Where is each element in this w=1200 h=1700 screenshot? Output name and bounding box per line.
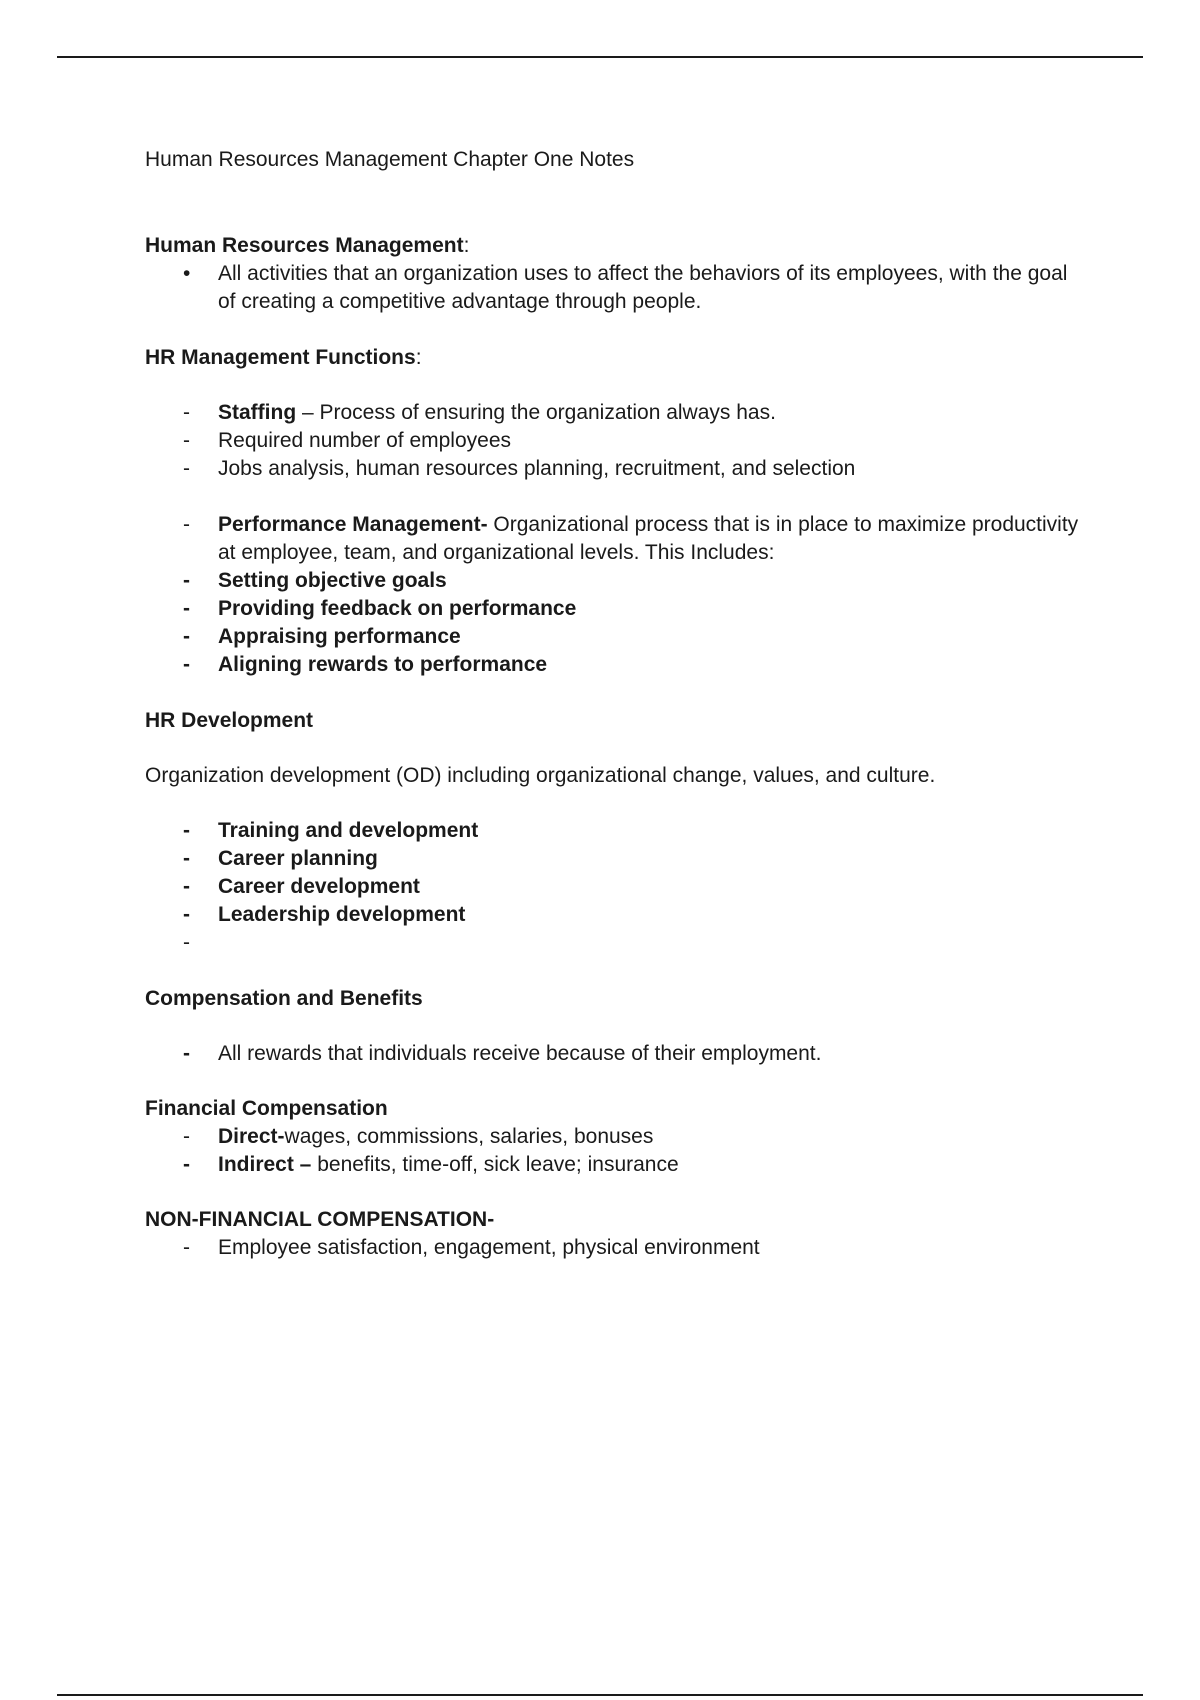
development-list — [145, 817, 1085, 957]
bullet-marker: • — [183, 262, 191, 285]
list-item — [145, 1234, 1085, 1262]
compensation-list — [145, 1040, 1085, 1068]
staffing-text: – Process of ensuring the organization always has. — [296, 401, 776, 424]
development-item: Career planning — [218, 847, 378, 870]
heading-financial: Financial Compensation — [145, 1097, 388, 1120]
dash-marker: - — [183, 457, 190, 480]
performance-label: Performance Management- — [218, 513, 488, 536]
nonfinancial-item: Employee satisfaction, engagement, physical environment — [218, 1236, 760, 1259]
list-item — [145, 260, 1085, 316]
hrm-definition: All activities that an organization uses to affect the behaviors of its employees, with the goal of creating a competitive advantage through people. — [218, 262, 1068, 313]
compensation-item: All rewards that individuals receive because of their employment. — [218, 1042, 822, 1065]
list-item — [145, 845, 1085, 873]
performance-text: Organizational process that is in place to maximize productivity at employee, team, and organizational levels. This Includes: — [218, 513, 1079, 564]
dash-marker: - — [183, 847, 190, 870]
direct-label: Direct- — [218, 1125, 285, 1148]
performance-item: Aligning rewards to performance — [218, 653, 548, 676]
dash-marker: - — [183, 653, 190, 676]
list-item — [145, 651, 1085, 679]
list-item — [145, 901, 1085, 929]
dash-marker: - — [183, 1125, 190, 1148]
heading-hrm-text: Human Resources Management — [145, 234, 464, 257]
list-item — [145, 455, 1085, 483]
list-item — [145, 1040, 1085, 1068]
development-item: Training and development — [218, 819, 479, 842]
dash-marker: - — [183, 625, 190, 648]
staffing-list — [145, 399, 1085, 483]
heading-development: HR Development — [145, 709, 314, 732]
financial-list — [145, 1123, 1085, 1179]
direct-text: wages, commissions, salaries, bonuses — [284, 1125, 654, 1148]
nonfinancial-list — [145, 1234, 1085, 1262]
document-body — [145, 146, 1085, 1262]
list-item-empty — [145, 929, 1085, 957]
dash-marker: - — [183, 597, 190, 620]
heading-nonfinancial: NON-FINANCIAL COMPENSATION- — [145, 1208, 495, 1231]
dash-marker: - — [183, 819, 190, 842]
dash-marker: - — [183, 513, 190, 536]
bottom-rule — [57, 1694, 1143, 1696]
list-item — [145, 427, 1085, 455]
heading-functions-text: HR Management Functions — [145, 346, 416, 369]
dash-marker: - — [183, 875, 190, 898]
list-item — [145, 595, 1085, 623]
list-item — [145, 817, 1085, 845]
dash-marker: - — [183, 1042, 190, 1065]
list-item — [145, 873, 1085, 901]
performance-item: Providing feedback on performance — [218, 597, 577, 620]
list-item — [145, 1123, 1085, 1151]
document-title: Human Resources Management Chapter One Notes — [145, 148, 635, 171]
staffing-label: Staffing — [218, 401, 297, 424]
performance-list — [145, 511, 1085, 679]
list-item — [145, 1151, 1085, 1179]
performance-item: Setting objective goals — [218, 569, 447, 592]
heading-compensation: Compensation and Benefits — [145, 987, 423, 1010]
dash-marker: - — [183, 931, 190, 954]
heading-functions-colon: : — [415, 346, 422, 369]
dash-marker: - — [183, 1153, 190, 1176]
list-item — [145, 567, 1085, 595]
dash-marker: - — [183, 429, 190, 452]
dash-marker: - — [183, 401, 190, 424]
top-rule — [57, 56, 1143, 58]
heading-hrm — [145, 232, 1085, 260]
dash-marker: - — [183, 569, 190, 592]
heading-hrm-colon: : — [463, 234, 470, 257]
indirect-text: benefits, time-off, sick leave; insurance — [311, 1153, 679, 1176]
list-item — [145, 511, 1085, 567]
heading-functions — [145, 344, 1085, 372]
development-item: Leadership development — [218, 903, 466, 926]
list-item — [145, 399, 1085, 427]
dash-marker: - — [183, 903, 190, 926]
dash-marker: - — [183, 1236, 190, 1259]
performance-item: Appraising performance — [218, 625, 461, 648]
staffing-item-3: Jobs analysis, human resources planning, recruitment, and selection — [218, 457, 856, 480]
development-paragraph: Organization development (OD) including organizational change, values, and culture. — [145, 764, 936, 787]
staffing-item-2: Required number of employees — [218, 429, 511, 452]
hrm-list — [145, 260, 1085, 316]
development-item: Career development — [218, 875, 420, 898]
indirect-label: Indirect – — [218, 1153, 312, 1176]
list-item — [145, 623, 1085, 651]
